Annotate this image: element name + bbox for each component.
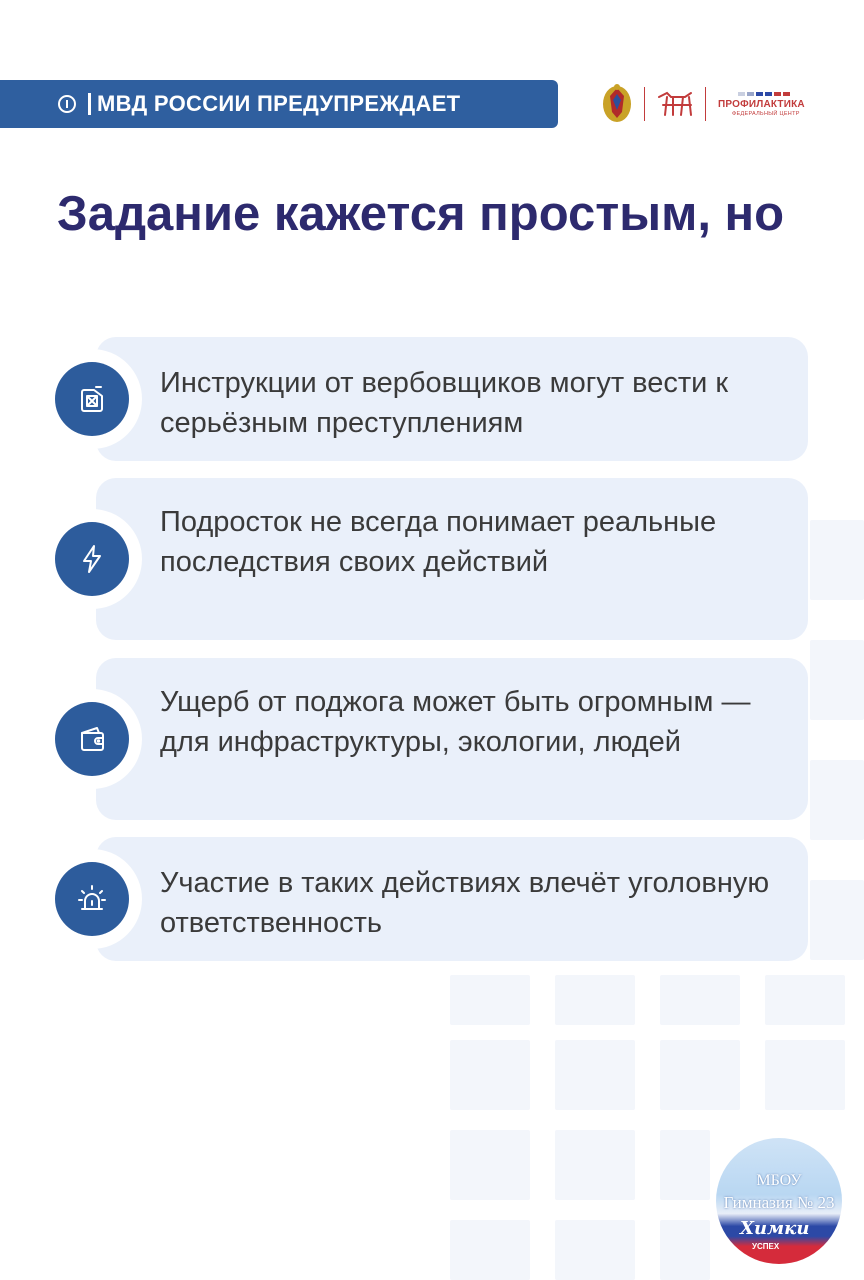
info-card: [96, 837, 808, 961]
badge-line-2: Гимназия № 23: [723, 1193, 835, 1212]
badge-line-1: МБОУ: [756, 1172, 802, 1189]
mvd-emblem-logo: [600, 82, 634, 126]
header-banner: [0, 80, 558, 128]
page-title: Задание кажется простым, но: [57, 187, 785, 241]
card-text: Инструкции от вербовщиков могут вести к серьёзным преступлениям: [160, 367, 729, 439]
partner-logos: [600, 82, 805, 126]
profilaktika-subtitle: ФЕДЕРАЛЬНЫЙ ЦЕНТР: [732, 110, 800, 117]
school-badge: [716, 1138, 842, 1264]
info-card: [96, 658, 808, 820]
card-text: Участие в таких действиях влечёт уголовную ответственность: [160, 867, 770, 939]
exclamation-circle-icon: [58, 95, 76, 113]
card-icon-wrapper: [42, 349, 142, 449]
badge-small-text: УСПЕХ: [752, 1242, 780, 1251]
banner-title: МВД РОССИИ ПРЕДУПРЕЖДАЕТ: [97, 91, 461, 116]
profilaktika-title: ПРОФИЛАКТИКА: [718, 98, 805, 110]
card-icon-wrapper: [42, 849, 142, 949]
card-icon-wrapper: [42, 689, 142, 789]
wallet-icon: [55, 702, 129, 776]
jerrycan-icon: [55, 362, 129, 436]
info-card: [96, 337, 808, 461]
lightning-icon: [55, 522, 129, 596]
horse-logo: [655, 89, 695, 119]
card-text: Ущерб от поджога может быть огромным — для инфраструктуры, экологии, людей: [160, 686, 751, 758]
siren-icon: [55, 862, 129, 936]
info-card: [96, 478, 808, 640]
card-icon-wrapper: [42, 509, 142, 609]
logo-divider: [644, 87, 645, 121]
profilaktika-logo: [718, 92, 805, 117]
card-text: Подросток не всегда понимает реальные последствия своих действий: [160, 506, 717, 578]
badge-script: Химки: [740, 1218, 810, 1239]
logo-divider: [705, 87, 706, 121]
banner-divider: [88, 93, 91, 115]
